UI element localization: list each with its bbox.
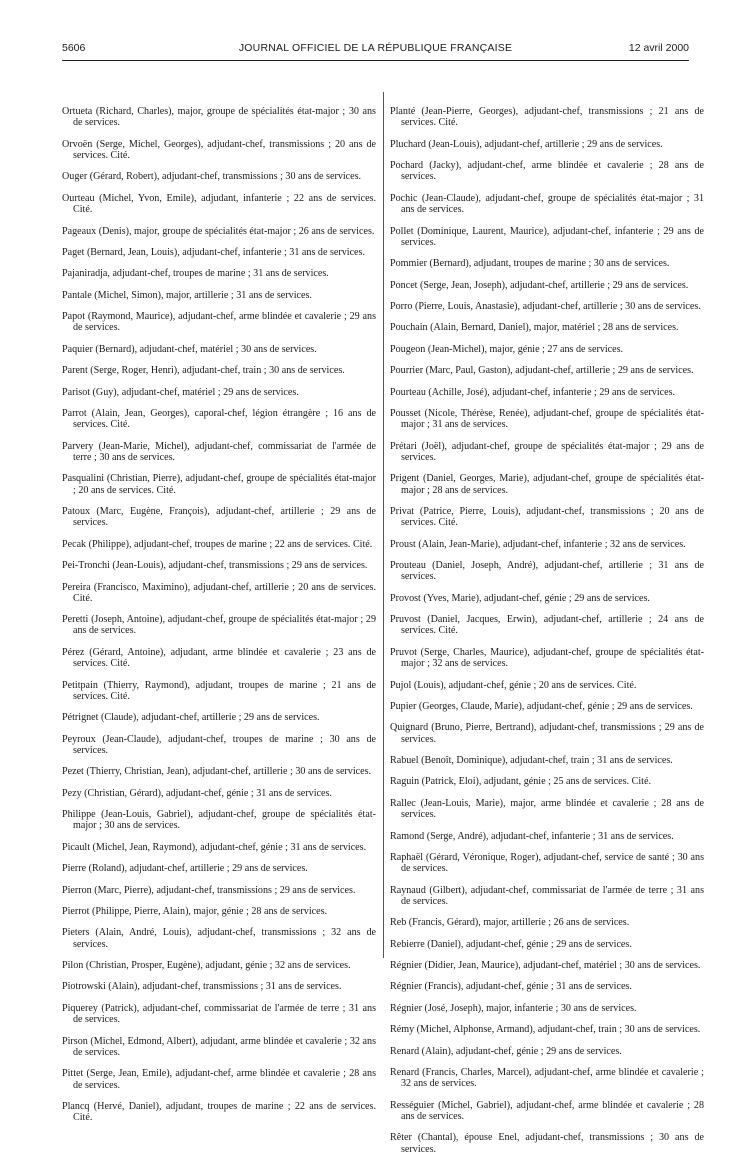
list-item: Parisot (Guy), adjudant-chef, matériel ; 29 ans de services. xyxy=(62,386,299,398)
list-item: Petitpain (Thierry, Raymond), adjudant, troupes de marine ; 21 ans de services. Cité. xyxy=(62,679,376,702)
list-item: Pieters (Alain, André, Louis), adjudant-chef, transmissions ; 32 ans de services. xyxy=(62,927,376,950)
list-item: Pérez (Gérard, Antoine), adjudant, arme blindée et cavalerie ; 23 ans de services. Cité. xyxy=(62,646,376,670)
left-column xyxy=(62,96,376,1127)
list-item: Pétrignet (Claude), adjudant-chef, artillerie ; 29 ans de services. xyxy=(62,712,320,724)
column-divider xyxy=(383,92,384,958)
list-item: Paget (Bernard, Jean, Louis), adjudant-chef, infanterie ; 31 ans de services. xyxy=(62,246,365,258)
list-item: Peretti (Joseph, Antoine), adjudant-chef, groupe de spécialités état-major ; 29 ans de services. xyxy=(62,614,376,637)
list-item: Rességuier (Michel, Gabriel), adjudant-chef, arme blindée et cavalerie ; 28 ans de services. xyxy=(390,1099,704,1122)
list-item: Pourteau (Achille, José), adjudant-chef, infanterie ; 29 ans de services. xyxy=(390,386,676,398)
list-item: Picault (Michel, Jean, Raymond), adjudant-chef, génie ; 31 ans de services. xyxy=(62,841,367,853)
list-item: Ourteau (Michel, Yvon, Emile), adjudant, infanterie ; 22 ans de services. Cité. xyxy=(62,192,376,216)
header-rule xyxy=(62,60,689,61)
list-item: Renard (Alain), adjudant-chef, génie ; 29 ans de services. xyxy=(390,1045,622,1057)
list-item: Paquier (Bernard), adjudant-chef, matériel ; 30 ans de services. xyxy=(62,343,317,355)
list-item: Renard (Francis, Charles, Marcel), adjudant-chef, arme blindée et cavalerie ; 32 ans de services. xyxy=(390,1067,704,1090)
list-item: Pereira (Francisco, Maximino), adjudant-chef, artillerie ; 20 ans de services. Cité. xyxy=(62,581,376,604)
list-item: Rabuel (Benoît, Dominique), adjudant-chef, train ; 31 ans de services. xyxy=(390,755,673,767)
list-item: Papot (Raymond, Maurice), adjudant-chef, arme blindée et cavalerie ; 29 ans de services. xyxy=(62,311,376,334)
list-item: Pantale (Michel, Simon), major, artillerie ; 31 ans de services. xyxy=(62,289,312,301)
list-item: Raphaël (Gérard, Véronique, Roger), adjudant-chef, service de santé ; 30 ans de services. xyxy=(390,851,704,875)
list-item: Pruvot (Serge, Charles, Maurice), adjudant-chef, groupe de spécialités état-major ; 32 ans de services. xyxy=(390,646,704,670)
right-column xyxy=(390,96,704,1158)
list-item: Pasqualini (Christian, Pierre), adjudant-chef, groupe de spécialités état-major ; 20 ans de services. Cité. xyxy=(62,473,376,496)
list-item: Pougeon (Jean-Michel), major, génie ; 27 ans de services. xyxy=(390,343,624,355)
list-item: Philippe (Jean-Louis, Gabriel), adjudant-chef, groupe de spécialités état-major ; 30 ans de services. xyxy=(62,809,376,832)
page-number: 5606 xyxy=(62,42,86,54)
list-item: Reb (Francis, Gérard), major, artillerie ; 26 ans de services. xyxy=(390,917,630,929)
list-item: Pierre (Roland), adjudant-chef, artillerie ; 29 ans de services. xyxy=(62,863,308,875)
list-item: Pilon (Christian, Prosper, Eugène), adjudant, génie ; 32 ans de services. xyxy=(62,960,351,972)
list-item: Pierron (Marc, Pierre), adjudant-chef, transmissions ; 29 ans de services. xyxy=(62,884,356,896)
list-item: Pageaux (Denis), major, groupe de spécialités état-major ; 26 ans de services. xyxy=(62,225,375,237)
list-item: Pollet (Dominique, Laurent, Maurice), adjudant-chef, infanterie ; 29 ans de services. xyxy=(390,225,704,248)
list-item: Pourrier (Marc, Paul, Gaston), adjudant-chef, artillerie ; 29 ans de services. xyxy=(390,365,694,377)
list-item: Parent (Serge, Roger, Henri), adjudant-chef, train ; 30 ans de services. xyxy=(62,365,345,377)
list-item: Pezet (Thierry, Christian, Jean), adjudant-chef, artillerie ; 30 ans de services. xyxy=(62,766,372,778)
list-item: Pupier (Georges, Claude, Marie), adjudant-chef, génie ; 29 ans de services. xyxy=(390,700,693,712)
list-item: Peyroux (Jean-Claude), adjudant-chef, troupes de marine ; 30 ans de services. xyxy=(62,733,376,756)
list-item: Pujol (Louis), adjudant-chef, génie ; 20 ans de services. Cité. xyxy=(390,679,637,691)
list-item: Ramond (Serge, André), adjudant-chef, infanterie ; 31 ans de services. xyxy=(390,830,674,842)
list-item: Porro (Pierre, Louis, Anastasie), adjudant-chef, artillerie ; 30 ans de services. xyxy=(390,301,701,313)
list-item: Plancq (Hervé, Daniel), adjudant, troupes de marine ; 22 ans de services. Cité. xyxy=(62,1100,376,1124)
list-item: Parvery (Jean-Marie, Michel), adjudant-chef, commissariat de l'armée de terre ; 30 ans de services. xyxy=(62,440,376,463)
list-item: Régnier (Francis), adjudant-chef, génie ; 31 ans de services. xyxy=(390,981,632,993)
list-item: Quignard (Bruno, Pierre, Bertrand), adjudant-chef, transmissions ; 29 ans de services. xyxy=(390,722,704,745)
page-header xyxy=(62,42,689,58)
list-item: Raynaud (Gilbert), adjudant-chef, commissariat de l'armée de terre ; 31 ans de services. xyxy=(390,884,704,907)
list-item: Pommier (Bernard), adjudant, troupes de marine ; 30 ans de services. xyxy=(390,258,670,270)
list-item: Piotrowski (Alain), adjudant-chef, transmissions ; 31 ans de services. xyxy=(62,981,342,993)
list-item: Pezy (Christian, Gérard), adjudant-chef, génie ; 31 ans de services. xyxy=(62,787,332,799)
list-item: Prouteau (Daniel, Joseph, André), adjudant-chef, artillerie ; 31 ans de services. xyxy=(390,560,704,583)
list-item: Poncet (Serge, Jean, Joseph), adjudant-chef, artillerie ; 29 ans de services. xyxy=(390,279,689,291)
journal-title: JOURNAL OFFICIEL DE LA RÉPUBLIQUE FRANÇAISE xyxy=(238,42,513,54)
list-item: Pirson (Michel, Edmond, Albert), adjudant, arme blindée et cavalerie ; 32 ans de services. xyxy=(62,1035,376,1058)
list-item: Patoux (Marc, Eugène, François), adjudant-chef, artillerie ; 29 ans de services. xyxy=(62,506,376,529)
list-item: Pochic (Jean-Claude), adjudant-chef, groupe de spécialités état-major ; 31 ans de services. xyxy=(390,192,704,216)
list-item: Pruvost (Daniel, Jacques, Erwin), adjudant-chef, artillerie ; 24 ans de services. Cité. xyxy=(390,614,704,637)
list-item: Planté (Jean-Pierre, Georges), adjudant-chef, transmissions ; 21 ans de services. Cité. xyxy=(390,106,704,129)
list-item: Régnier (José, Joseph), major, infanterie ; 30 ans de services. xyxy=(390,1002,637,1014)
list-item: Ouger (Gérard, Robert), adjudant-chef, transmissions ; 30 ans de services. xyxy=(62,171,362,183)
list-item: Raguin (Patrick, Eloi), adjudant, génie ; 25 ans de services. Cité. xyxy=(390,776,651,788)
list-item: Provost (Yves, Marie), adjudant-chef, génie ; 29 ans de services. xyxy=(390,592,650,604)
list-item: Prétari (Joël), adjudant-chef, groupe de spécialités état-major ; 29 ans de services. xyxy=(390,440,704,463)
list-item: Parrot (Alain, Jean, Georges), caporal-chef, légion étrangère ; 16 ans de services. Cité. xyxy=(62,407,376,431)
list-item: Pouchain (Alain, Bernard, Daniel), major, matériel ; 28 ans de services. xyxy=(390,322,679,334)
list-item: Rebierre (Daniel), adjudant-chef, génie ; 29 ans de services. xyxy=(390,938,632,950)
issue-date: 12 avril 2000 xyxy=(628,42,689,54)
list-item: Pousset (Nicole, Thérèse, Renée), adjudant-chef, groupe de spécialités état-major ; 31 ans de services. xyxy=(390,407,704,431)
list-item: Rémy (Michel, Alphonse, Armand), adjudant-chef, train ; 30 ans de services. xyxy=(390,1024,701,1036)
list-item: Pei-Tronchi (Jean-Louis), adjudant-chef, transmissions ; 29 ans de services. xyxy=(62,560,368,572)
list-item: Privat (Patrice, Pierre, Louis), adjudant-chef, transmissions ; 20 ans de services. Cité. xyxy=(390,506,704,529)
list-item: Rêter (Chantal), épouse Enel, adjudant-chef, transmissions ; 30 ans de services. xyxy=(390,1132,704,1155)
list-item: Proust (Alain, Jean-Marie), adjudant-chef, infanterie ; 32 ans de services. xyxy=(390,538,686,550)
list-item: Régnier (Didier, Jean, Maurice), adjudant-chef, matériel ; 30 ans de services. xyxy=(390,960,701,972)
list-item: Pecak (Philippe), adjudant-chef, troupes de marine ; 22 ans de services. Cité. xyxy=(62,538,373,550)
list-item: Prigent (Daniel, Georges, Marie), adjudant-chef, groupe de spécialités état-major ; 28 ans de services. xyxy=(390,473,704,496)
list-item: Pittet (Serge, Jean, Emile), adjudant-chef, arme blindée et cavalerie ; 28 ans de services. xyxy=(62,1068,376,1091)
list-item: Pajaniradja, adjudant-chef, troupes de marine ; 31 ans de services. xyxy=(62,268,329,280)
list-item: Pochard (Jacky), adjudant-chef, arme blindée et cavalerie ; 28 ans de services. xyxy=(390,160,704,183)
list-item: Pierrot (Philippe, Pierre, Alain), major, génie ; 28 ans de services. xyxy=(62,905,328,917)
list-item: Pluchard (Jean-Louis), adjudant-chef, artillerie ; 29 ans de services. xyxy=(390,138,663,150)
list-item: Piquerey (Patrick), adjudant-chef, commissariat de l'armée de terre ; 31 ans de services. xyxy=(62,1002,376,1026)
list-item: Rallec (Jean-Louis, Marie), major, arme blindée et cavalerie ; 28 ans de services. xyxy=(390,797,704,821)
list-item: Orvoën (Serge, Michel, Georges), adjudant-chef, transmissions ; 20 ans de services. Cité. xyxy=(62,138,376,162)
list-item: Ortueta (Richard, Charles), major, groupe de spécialités état-major ; 30 ans de services. xyxy=(62,106,376,129)
